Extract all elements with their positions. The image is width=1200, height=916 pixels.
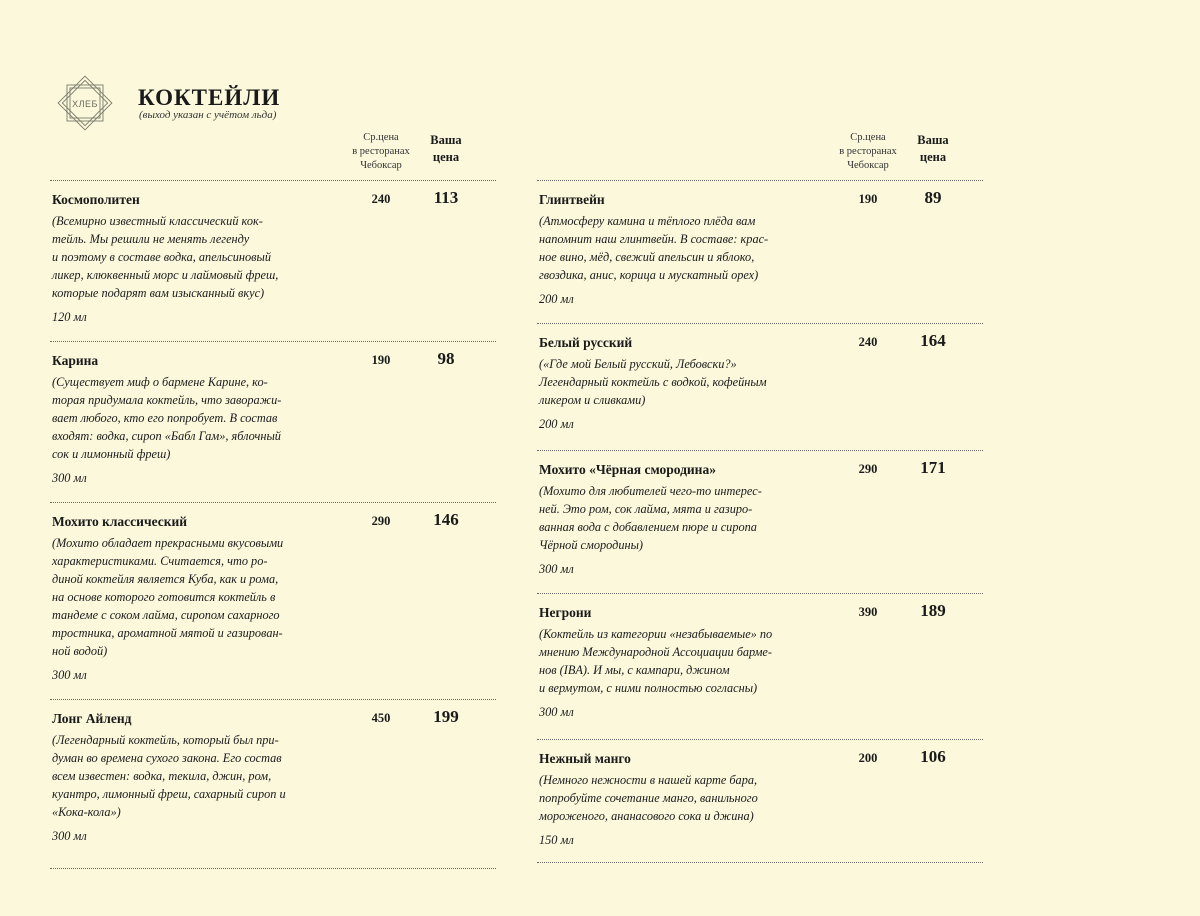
menu-item-long-island	[50, 699, 496, 868]
item-name: Белый русский	[539, 335, 633, 350]
item-name: Глинтвейн	[539, 192, 605, 207]
column-header	[50, 128, 496, 180]
item-description: (Мохито для любителей чего-то интерес- ней. Это ром, сок лайма, мята и газиро- ванная вода с добавлением пюре и сиропа Чёрной смородины)	[539, 484, 762, 552]
menu-item-cosmopolitan	[50, 180, 496, 341]
item-name: Лонг Айленд	[52, 711, 132, 726]
item-volume: 300 мл	[539, 562, 574, 576]
column-divider	[537, 862, 983, 863]
item-avg-price: 390	[858, 605, 878, 619]
item-price: 113	[433, 188, 459, 207]
logo-emblem-icon	[52, 70, 118, 136]
column-header	[537, 128, 983, 180]
item-price: 146	[433, 510, 459, 529]
menu-item-karina	[50, 341, 496, 502]
item-description: (Атмосферу камина и тёплого плёда вам напомнит наш глинтвейн. В составе: крас- ное вино, мёд, свежий апельсин и яблоко, гвоздика, анис, корица и мускатный орех)	[539, 214, 769, 282]
menu-column-left	[50, 128, 496, 869]
item-volume: 300 мл	[52, 471, 87, 485]
item-volume: 300 мл	[539, 705, 574, 719]
item-description: (Коктейль из категории «незабываемые» по мнению Международной Ассоциации барме- нов (IBA). И мы, с кампари, джином и вермутом, с ними полностью согласны)	[539, 627, 773, 695]
menu-item-mulled-wine	[537, 180, 983, 323]
item-description: («Где мой Белый русский, Лебовски?» Легендарный коктейль с водкой, кофейным ликером и сливками)	[539, 357, 767, 407]
menu-column-right	[537, 128, 983, 863]
item-volume: 300 мл	[52, 668, 87, 682]
page-subtitle: (выход указан с учётом льда)	[139, 109, 277, 121]
item-avg-price: 240	[858, 335, 878, 349]
item-avg-price: 450	[371, 711, 391, 725]
item-price: 189	[920, 601, 946, 620]
item-description: (Всемирно известный классический кок- тейль. Мы решили не менять легенду и поэтому в составе водка, апельсиновый ликер, клюквенный морс и лаймовый фреш, которые подарят вам изысканный вкус)	[52, 214, 279, 300]
item-name: Негрони	[539, 605, 592, 620]
menu-item-tender-mango	[537, 739, 983, 862]
item-description: (Немного нежности в нашей карте бара, попробуйте сочетание манго, ванильного мороженого, ананасового сока и джина)	[539, 773, 758, 823]
logo-text: ХЛЕБ	[72, 99, 98, 109]
item-volume: 300 мл	[52, 829, 87, 843]
menu-item-mojito-blackcurrant	[537, 450, 983, 593]
item-name: Мохито классический	[52, 514, 188, 529]
item-volume: 120 мл	[52, 310, 87, 324]
avg-price-header: Ср.цена в ресторанах Чебоксар	[839, 132, 897, 171]
item-avg-price: 290	[858, 462, 878, 476]
page-title: КОКТЕЙЛИ	[138, 85, 281, 110]
item-name: Мохито «Чёрная смородина»	[539, 462, 716, 477]
item-description: (Существует миф о бармене Карине, ко- торая придумала коктейль, что заворажи- вает любого, кто его попробует. В состав входят: водка, сироп «Бабл Гам», яблочный сок и лимонный фреш)	[52, 375, 282, 461]
avg-price-header: Ср.цена в ресторанах Чебоксар	[352, 132, 410, 171]
item-volume: 150 мл	[539, 833, 574, 847]
item-name: Карина	[52, 353, 99, 368]
menu-item-mojito-classic	[50, 502, 496, 699]
your-price-header: Ваша цена	[917, 133, 949, 164]
item-price: 171	[920, 458, 946, 477]
item-name: Космополитен	[52, 192, 140, 207]
item-volume: 200 мл	[539, 292, 574, 306]
column-divider	[50, 868, 496, 869]
item-name: Нежный манго	[539, 751, 631, 766]
item-avg-price: 290	[371, 514, 391, 528]
restaurant-logo	[52, 70, 118, 136]
item-price: 164	[920, 331, 946, 350]
menu-item-white-russian	[537, 323, 983, 450]
item-avg-price: 200	[858, 751, 878, 765]
item-avg-price: 190	[371, 353, 391, 367]
item-price: 98	[437, 349, 455, 368]
item-price: 89	[924, 188, 942, 207]
item-price: 199	[433, 707, 459, 726]
your-price-header: Ваша цена	[430, 133, 462, 164]
item-avg-price: 240	[371, 192, 391, 206]
menu-item-negroni	[537, 593, 983, 739]
item-volume: 200 мл	[539, 417, 574, 431]
item-description: (Мохито обладает прекрасными вкусовыми характеристиками. Считается, что ро- диной коктейля является Куба, как и рома, на основе которого готовится коктейль в тандеме с соком лайма, сиропом сахарного тростника, ароматной мятой и газирован- ной водой)	[52, 536, 284, 658]
item-avg-price: 190	[858, 192, 878, 206]
item-price: 106	[920, 747, 946, 766]
item-description: (Легендарный коктейль, который был при- думан во времена сухого закона. Его состав всем известен: водка, текила, джин, ром, куантро, лимонный фреш, сахарный сироп и «Кока-кола»)	[52, 733, 286, 819]
